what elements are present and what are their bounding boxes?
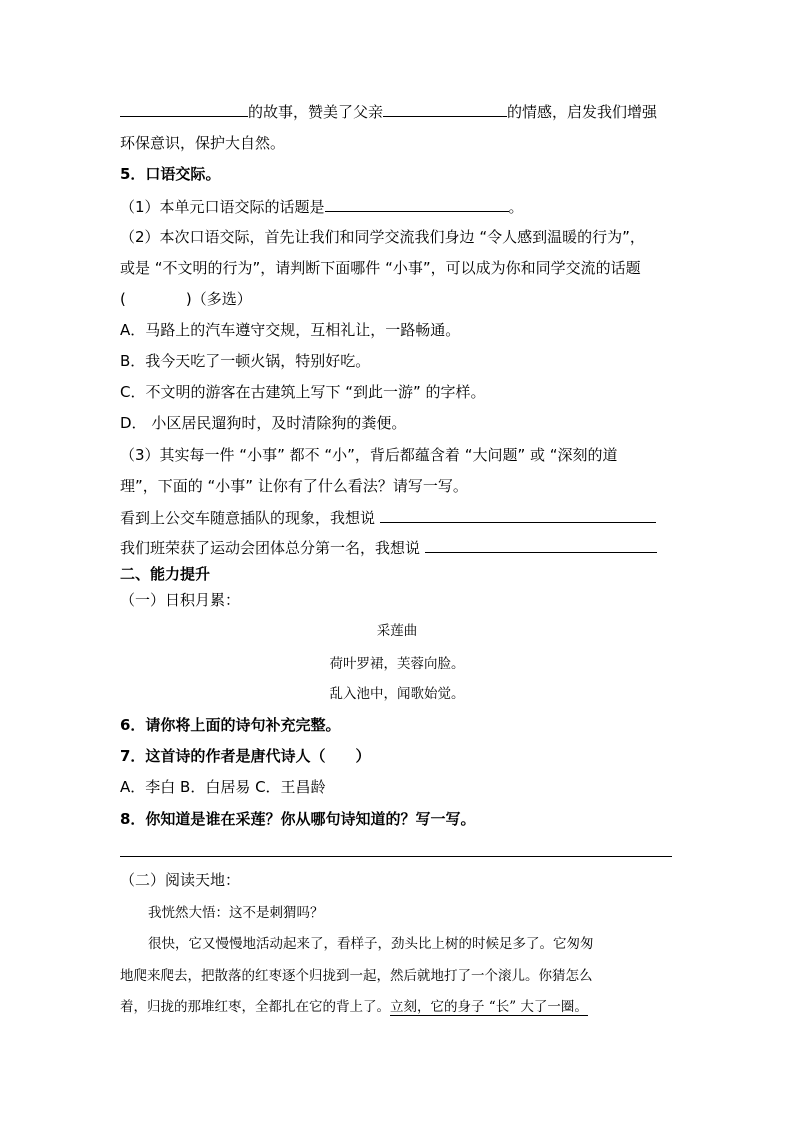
reading-line-3: 地爬来爬去，把散落的红枣逐个归拢到一起，然后就地打了一个滚儿。你猜怎么 — [120, 968, 593, 984]
option-b: B．我今天吃了一顿火锅，特别好吃。 — [120, 352, 371, 370]
section-2-2-heading: （二）阅读天地： — [120, 871, 241, 889]
answer-blank-2[interactable] — [383, 101, 507, 117]
poem-line-1: 荷叶罗裙，芙蓉向脸。 — [329, 656, 465, 672]
say2-text: 我们班荣获了运动会团体总分第一名，我想说 — [120, 539, 421, 557]
line-env: 环保意识，保护大自然。 — [120, 134, 286, 152]
say-line-1 — [120, 507, 656, 528]
answer-blank-say1[interactable] — [380, 507, 656, 523]
section-2-1-heading: （一）日积月累： — [120, 591, 241, 609]
answer-blank-1[interactable] — [120, 101, 248, 117]
answer-blank-say2[interactable] — [425, 537, 657, 553]
question-5-3-line1: （3）其实每一件 “小事” 都不 “小”，背后都蕴含着 “大问题” 或 “深刻的道 — [120, 446, 618, 464]
text-feeling: 的情感，启发我们增强 — [507, 103, 658, 121]
option-c: C．不文明的游客在古建筑上写下 “到此一游” 的字样。 — [120, 383, 486, 401]
question-8: 8．你知道是谁在采莲？你从哪句诗知道的？写一写。 — [120, 810, 476, 828]
option-d: D． 小区居民遛狗时，及时清除狗的粪便。 — [120, 414, 407, 432]
question-5-title: 5．口语交际。 — [120, 165, 221, 183]
question-5-2-line3[interactable]: ( )（多选） — [120, 290, 252, 308]
question-5-2-line2: 或是 “不文明的行为”，请判断下面哪件 “小事”，可以成为你和同学交流的话题 — [120, 259, 641, 277]
question-6: 6．请你将上面的诗句补充完整。 — [120, 716, 341, 734]
reading-line-4 — [120, 997, 588, 1017]
question-5-1 — [120, 196, 524, 217]
poem-title: 采莲曲 — [376, 623, 418, 639]
question-7-options: A．李白 B．白居易 C．王昌龄 — [120, 778, 326, 796]
say1-text: 看到上公交车随意插队的现象，我想说 — [120, 509, 376, 527]
q5-1-end: 。 — [508, 198, 524, 216]
text-story: 的故事，赞美了父亲 — [248, 103, 384, 121]
poem-line-2: 乱入池中，闻歌始觉。 — [329, 686, 465, 702]
reading-line-4-text: 着，归拢的那堆红枣，全都扎在它的背上了。 — [120, 999, 390, 1015]
question-7: 7．这首诗的作者是唐代诗人（ ） — [120, 747, 371, 765]
section-2-heading: 二、能力提升 — [120, 565, 211, 583]
q5-1-text: （1）本单元口语交际的话题是 — [120, 198, 325, 216]
option-a: A．马路上的汽车遵守交规，互相礼让，一路畅通。 — [120, 321, 461, 339]
reading-line-1: 我恍然大悟：这不是刺猬吗？ — [148, 905, 324, 921]
question-5-3-line2: 理”，下面的 “小事” 让你有了什么看法？请写一写。 — [120, 477, 468, 495]
reading-underlined-sentence: 立刻，它的身子 “长” 大了一圈。 — [390, 999, 588, 1015]
say-line-2 — [120, 537, 657, 558]
line-story-praise — [120, 101, 657, 122]
answer-line-q8[interactable] — [120, 856, 672, 857]
question-5-2-line1: （2）本次口语交际，首先让我们和同学交流我们身边 “令人感到温暖的行为”， — [120, 228, 645, 246]
reading-line-2: 很快，它又慢慢地活动起来了，看样子，劲头比上树的时候足多了。它匆匆 — [148, 936, 594, 952]
answer-blank-topic[interactable] — [325, 196, 509, 212]
